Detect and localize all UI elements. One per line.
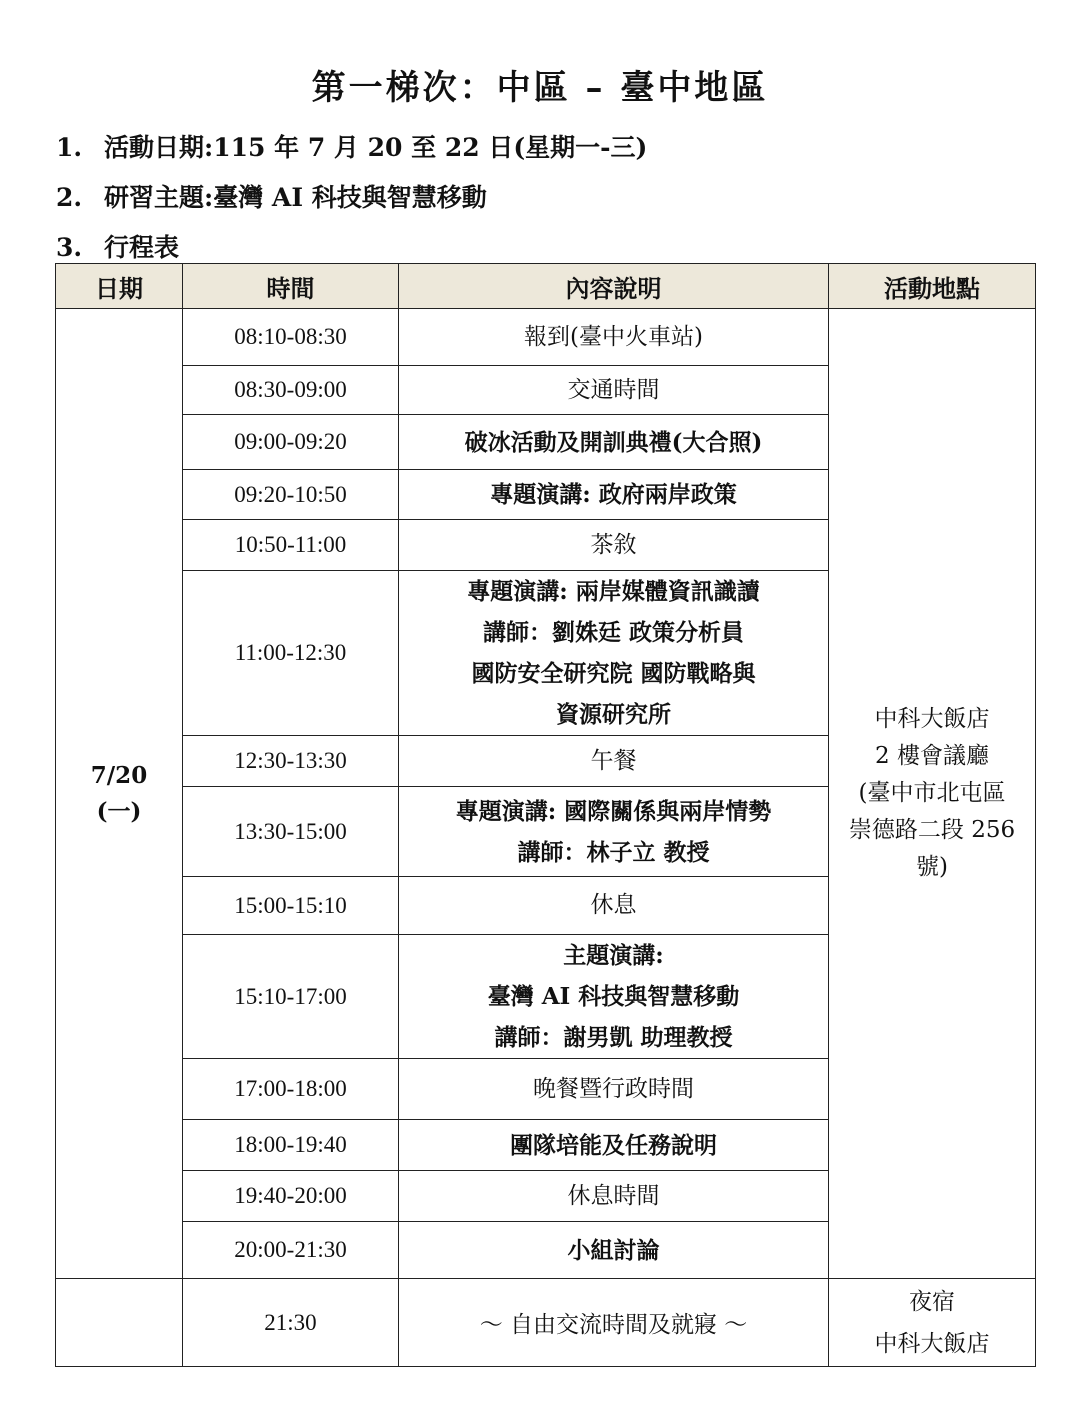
content-cell [399,520,829,571]
content-line: 報到(臺中火車站) [524,323,703,350]
content-cell [399,366,829,415]
time-cell: 19:40-20:00 [183,1171,399,1222]
content-cell [399,877,829,935]
item-number: 2. [56,183,83,212]
item-text: 行程表 [104,233,180,262]
venue-line: 中科大飯店 [874,706,990,732]
time-cell: 10:50-11:00 [183,520,399,571]
item-text: 活動日期:115 年 7 月 20 至 22 日(星期一-三) [104,133,648,162]
info-item-schedule [56,228,179,264]
venue-line: 崇德路二段 256 [848,817,1016,843]
content-line: 講師：林子立 教授 [517,838,710,866]
content-cell [399,1222,829,1279]
time-cell: 13:30-15:00 [183,787,399,877]
content-line: 臺灣 AI 科技與智慧移動 [487,983,740,1010]
time-cell: 11:00-12:30 [183,571,399,736]
item-number: 1. [56,133,83,162]
page-title: 第一梯次：中區 – 臺中地區 [311,68,769,108]
overnight-location-cell [829,1279,1036,1367]
time-cell: 12:30-13:30 [183,736,399,787]
content-cell [399,309,829,366]
content-line: 午餐 [590,747,637,774]
content-line: 小組討論 [567,1236,660,1264]
time-cell: 09:20-10:50 [183,470,399,520]
time-cell: 08:10-08:30 [183,309,399,366]
time-cell: 09:00-09:20 [183,415,399,470]
content-cell [399,935,829,1059]
info-item-theme [56,178,487,214]
header-time: 時間 [183,264,399,309]
content-line: 資源研究所 [556,701,671,728]
schedule-body [56,309,1036,1367]
table-row-night [56,1279,1036,1367]
time-cell: 20:00-21:30 [183,1222,399,1279]
content-line: 講師：劉姝廷 政策分析員 [482,619,744,646]
venue-cell [829,309,1036,1279]
content-cell [399,736,829,787]
content-line: 國防安全研究院 國防戰略與 [471,660,756,687]
content-cell: ～ 自由交流時間及就寢 ～ [399,1279,829,1367]
date-label: 7/20 [90,761,148,789]
weekday-label: (一) [96,797,142,825]
schedule-table [55,263,1036,1367]
content-line: 茶敘 [590,531,637,558]
content-line: 團隊培能及任務說明 [510,1131,717,1159]
content-line: 專題演講: 國際關係與兩岸情勢 [455,797,772,825]
item-number: 3. [56,233,83,262]
content-cell [399,1171,829,1222]
time-cell: 15:00-15:10 [183,877,399,935]
table-row [56,309,1036,366]
header-date: 日期 [56,264,183,309]
content-cell [399,1120,829,1171]
table-header-row [56,264,1036,309]
content-line: 專題演講: 兩岸媒體資訊識讀 [467,578,760,605]
venue-line: (臺中市北屯區 [858,780,1006,806]
content-line: 休息時間 [567,1182,660,1209]
content-cell [399,571,829,736]
time-cell: 18:00-19:40 [183,1120,399,1171]
date-cell [56,309,183,1279]
time-cell: 08:30-09:00 [183,366,399,415]
header-content: 內容說明 [399,264,829,309]
content-line: 講師：謝男凱 助理教授 [494,1024,733,1051]
content-line: 休息 [590,892,637,918]
time-cell: 21:30 [183,1279,399,1367]
content-line: 主題演講: [563,942,664,969]
content-cell [399,470,829,520]
content-line: 晚餐暨行政時間 [533,1075,694,1102]
content-line: 交通時間 [567,376,660,403]
info-item-date [56,128,647,164]
content-cell [399,415,829,470]
content-cell [399,1059,829,1120]
time-cell: 17:00-18:00 [183,1059,399,1120]
empty-date-cell [56,1279,183,1367]
header-location: 活動地點 [829,264,1036,309]
venue-line: 號) [916,854,948,880]
content-line: 破冰活動及開訓典禮(大合照) [464,428,763,456]
content-line: 專題演講: 政府兩岸政策 [490,481,737,508]
item-text: 研習主題:臺灣 AI 科技與智慧移動 [104,183,487,212]
time-cell: 15:10-17:00 [183,935,399,1059]
overnight-line: 中科大飯店 [874,1330,990,1357]
content-cell [399,787,829,877]
overnight-line: 夜宿 [909,1288,955,1315]
venue-line: 2 樓會議廳 [875,743,989,769]
